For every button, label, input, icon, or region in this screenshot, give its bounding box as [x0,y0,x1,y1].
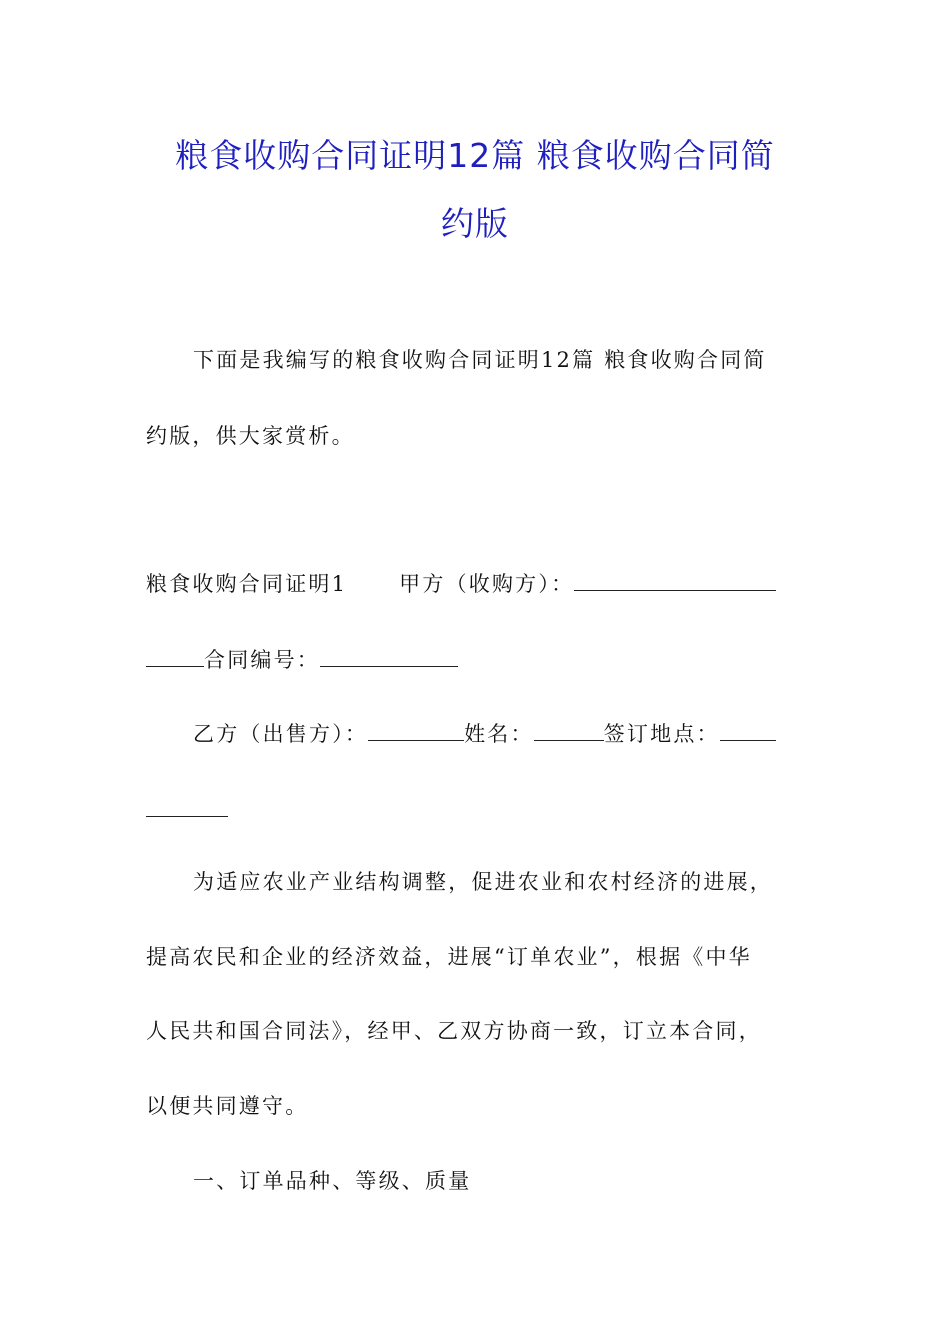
party-b-blank [368,720,464,741]
party-b-label: 乙方（出售方）： [193,722,369,746]
paragraph-1-line-4: 以便共同遵守。 [146,1094,309,1118]
paragraph-1-line-3: 人民共和国合同法》，经甲、乙双方协商一致，订立本合同， [146,1019,762,1043]
intro-line-2: 约版，供大家赏析。 [146,424,355,448]
paragraph-1-line-1: 为适应农业产业结构调整，促进农业和农村经济的进展， [193,870,773,894]
intro-line-1: 下面是我编写的粮食收购合同证明12篇 粮食收购合同简 [193,348,767,372]
paragraph-1-line-2: 提高农民和企业的经济效益，进展“订单农业”，根据《中华 [146,945,752,969]
sign-place-blank [720,720,776,741]
title-line-2: 约版 [441,204,509,243]
title-line-1: 粮食收购合同证明12篇 粮食收购合同简 [175,136,775,175]
contract-number-line [146,645,458,675]
document-title [120,122,830,258]
sign-place-blank-continued [146,796,228,817]
name-label: 姓名： [464,722,534,746]
party-a-blank [574,570,776,591]
contract-no-blank [320,646,458,667]
party-b-line [193,719,776,749]
party-a-label: 甲方（收购方）： [399,572,575,596]
clause-1-heading: 一、订单品种、等级、质量 [193,1169,472,1193]
contract-header-line [146,569,776,599]
contract-no-label: 合同编号： [204,648,320,672]
name-blank [534,720,604,741]
sign-place-continued-line [146,795,228,825]
party-a-blank-continued [146,646,204,667]
sign-place-label: 签订地点： [603,722,720,746]
section-heading: 粮食收购合同证明1 [146,572,348,596]
